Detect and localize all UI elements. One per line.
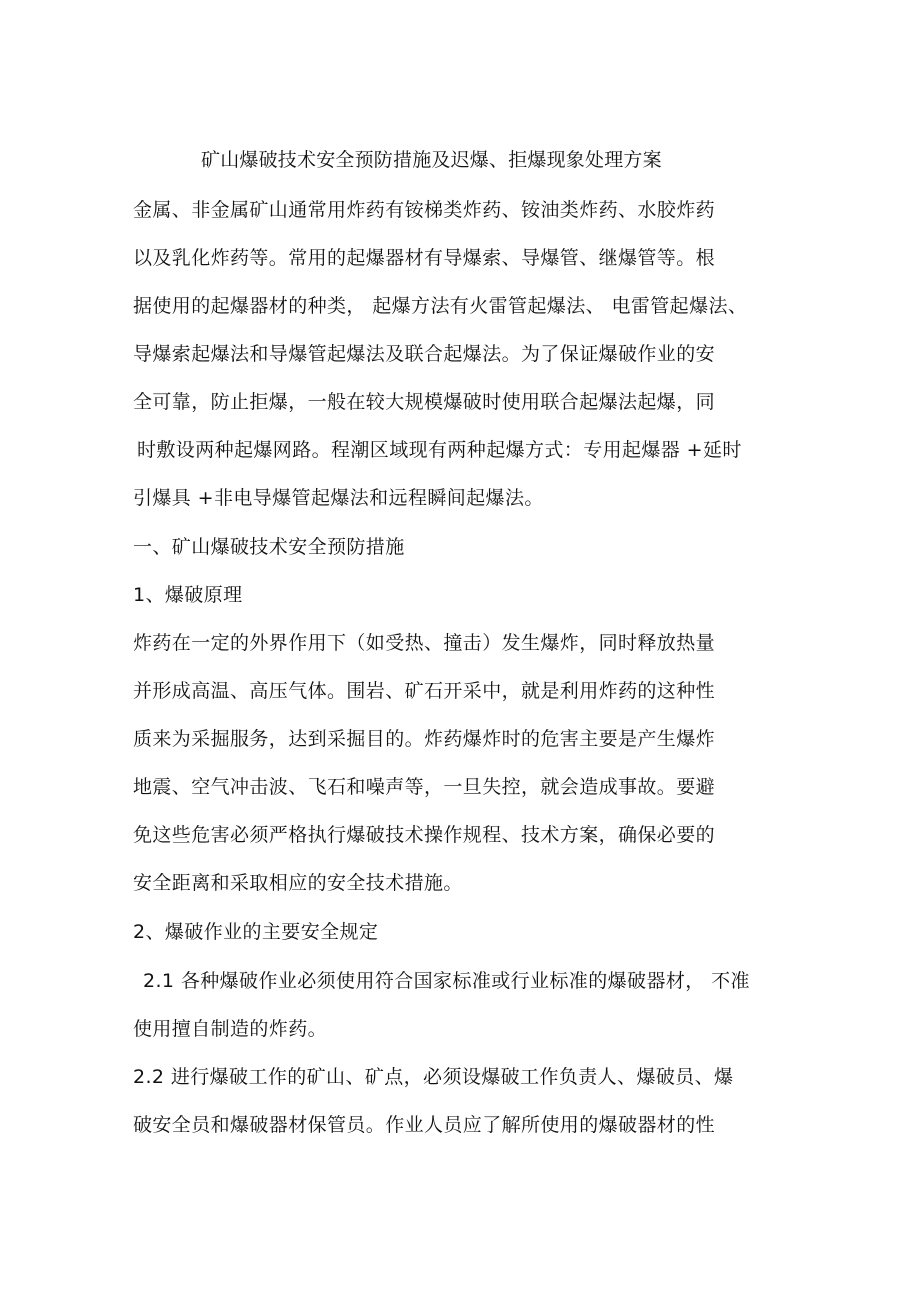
paragraph-line: 破安全员和爆破器材保管员。作业人员应了解所使用的爆破器材的性 xyxy=(133,1114,716,1136)
paragraph-line: 免这些危害必须严格执行爆破技术操作规程、技术方案，确保必要的 xyxy=(133,824,716,846)
paragraph-line: 2.1 各种爆破作业必须使用符合国家标准或行业标准的爆破器材， 不准 xyxy=(143,970,750,992)
section-heading: 一、矿山爆破技术安全预防措施 xyxy=(133,536,405,558)
paragraph-line: 引爆具 +非电导爆管起爆法和远程瞬间起爆法。 xyxy=(133,487,544,509)
subsection-heading: 1、爆破原理 xyxy=(133,584,243,606)
paragraph-line: 2.2 进行爆破工作的矿山、矿点，必须设爆破工作负责人、爆破员、爆 xyxy=(133,1066,734,1088)
paragraph-line: 全可靠，防止拒爆，一般在较大规模爆破时使用联合起爆法起爆，同 xyxy=(133,391,716,413)
document-title: 矿山爆破技术安全预防措施及迟爆、拒爆现象处理方案 xyxy=(201,149,662,171)
paragraph-line: 金属、非金属矿山通常用炸药有铵梯类炸药、铵油类炸药、水胶炸药 xyxy=(133,199,716,221)
paragraph-line: 导爆索起爆法和导爆管起爆法及联合起爆法。为了保证爆破作业的安 xyxy=(133,343,716,365)
paragraph-line: 并形成高温、高压气体。围岩、矿石开采中，就是利用炸药的这种性 xyxy=(133,680,716,702)
paragraph-line: 时敷设两种起爆网路。程潮区域现有两种起爆方式：专用起爆器 +延时 xyxy=(137,439,742,461)
paragraph-line: 以及乳化炸药等。常用的起爆器材有导爆索、导爆管、继爆管等。根 xyxy=(133,247,716,269)
paragraph-line: 安全距离和采取相应的安全技术措施。 xyxy=(133,872,463,894)
paragraph-line: 质来为采掘服务，达到采掘目的。炸药爆炸时的危害主要是产生爆炸 xyxy=(133,728,716,750)
paragraph-line: 据使用的起爆器材的种类， 起爆方法有火雷管起爆法、 电雷管起爆法、 xyxy=(133,295,748,317)
paragraph-line: 使用擅自制造的炸药。 xyxy=(133,1018,328,1040)
subsection-heading: 2、爆破作业的主要安全规定 xyxy=(133,921,379,943)
paragraph-line: 炸药在一定的外界作用下（如受热、撞击）发生爆炸，同时释放热量 xyxy=(133,632,716,654)
paragraph-line: 地震、空气冲击波、飞石和噪声等，一旦失控，就会造成事故。要避 xyxy=(133,776,716,798)
